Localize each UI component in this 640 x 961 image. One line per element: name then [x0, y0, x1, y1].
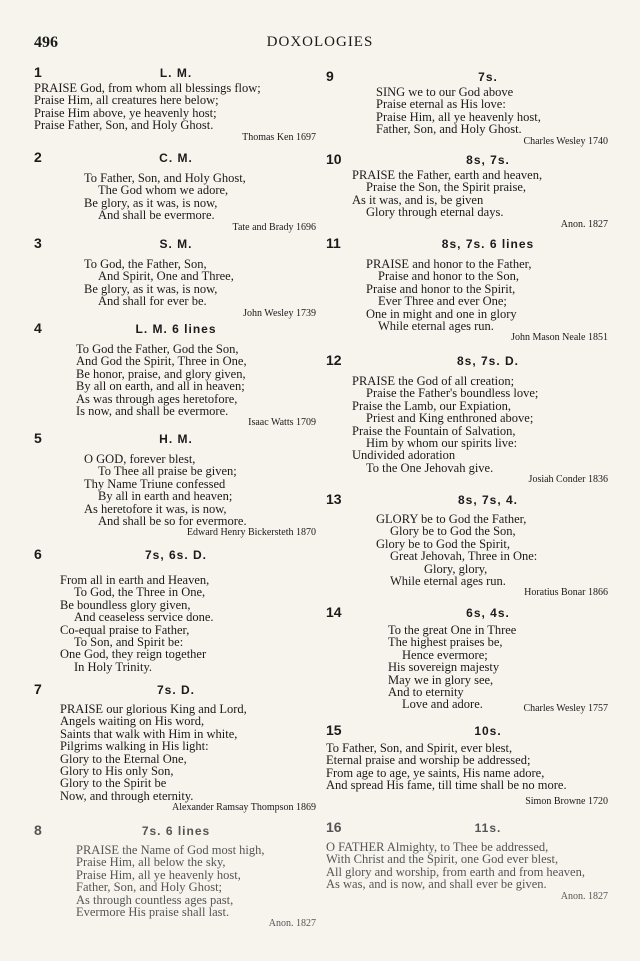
- hymn-number: 7: [34, 681, 42, 697]
- doxology-9: [326, 68, 610, 147]
- verse-line: In Holy Trinity.: [74, 659, 153, 674]
- doxology-6: [34, 546, 318, 673]
- verse-line: Glory be to God the Son,: [390, 524, 516, 539]
- author-credit: Tate and Brady 1696: [232, 221, 316, 233]
- doxology-8: [34, 822, 318, 929]
- verse-line: As was through ages heretofore,: [76, 391, 238, 406]
- meter-label: 8s, 7s.: [466, 153, 510, 167]
- verse-line: Be boundless glory given,: [60, 597, 191, 612]
- verse-line: From all in earth and Heaven,: [60, 573, 210, 587]
- running-header: DOXOLOGIES: [266, 34, 374, 50]
- author-credit: Simon Browne 1720: [525, 795, 608, 807]
- verse-line: Hence evermore;: [402, 647, 488, 662]
- meter-label: 7s, 6s. D.: [144, 548, 208, 562]
- verse-line: Angels waiting on His word,: [60, 714, 205, 729]
- verse-line: With Christ and the Spirit, one God ever blest,: [326, 852, 559, 867]
- hymn-number: 11: [326, 235, 341, 251]
- doxology-10: [326, 151, 610, 230]
- verse-line: O FATHER Almighty, to Thee be addressed,: [326, 840, 549, 854]
- author-credit: Anon. 1827: [560, 218, 608, 230]
- verse-line: Father, Son, and Holy Ghost.: [376, 122, 522, 137]
- verse-line: Be glory, as it was, is now,: [84, 281, 218, 296]
- meter-label: C. M.: [159, 151, 193, 165]
- verse-line: To Father, Son, and Spirit, ever blest,: [326, 741, 513, 755]
- hymn-number: 8: [34, 822, 42, 838]
- verse-line: Love and adore.: [402, 697, 483, 712]
- verse-line: Praise the Lamb, our Expiation,: [352, 398, 511, 413]
- hymn-number: 3: [34, 235, 42, 251]
- meter-label: 8s, 7s. 6 lines: [441, 237, 535, 251]
- verse-line: PRAISE the Father, earth and heaven,: [352, 168, 543, 182]
- meter-label: H. M.: [159, 432, 193, 446]
- meter-label: 8s, 7s. D.: [456, 354, 520, 368]
- verse-line: Glory to His only Son,: [60, 764, 174, 779]
- verse-line: And ceaseless service done.: [74, 610, 214, 625]
- verse-line: All glory and worship, from earth and from heaven,: [326, 864, 585, 879]
- hymn-number: 10: [326, 151, 342, 167]
- author-credit: John Wesley 1739: [243, 307, 316, 319]
- author-credit: Josiah Conder 1836: [528, 474, 608, 486]
- author-credit: Isaac Watts 1709: [248, 417, 316, 429]
- verse-line: SING we to our God above: [376, 85, 514, 99]
- hymn-number: 15: [326, 722, 342, 738]
- verse-line: May we in glory see,: [388, 672, 494, 687]
- verse-line: As heretofore it was, is now,: [84, 501, 227, 516]
- verse-line: PRAISE the Name of God most high,: [76, 843, 265, 857]
- verse-line: Saints that walk with Him in white,: [60, 726, 238, 741]
- verse-line: Praise Him, all ye heavenly host,: [76, 867, 241, 882]
- verse-line: From age to age, ye saints, His name adore,: [326, 765, 545, 780]
- hymn-number: 16: [326, 819, 342, 835]
- verse-line: And spread His fame, till time shall be no more.: [326, 778, 567, 793]
- verse-line: Ever Three and ever One;: [378, 294, 507, 309]
- verse-line: To Thee all praise be given;: [98, 464, 237, 479]
- author-credit: John Mason Neale 1851: [511, 332, 608, 344]
- verse-line: Praise eternal as His love:: [376, 97, 506, 112]
- meter-label: 7s.: [478, 70, 498, 84]
- hymn-number: 14: [326, 604, 342, 620]
- author-credit: Charles Wesley 1757: [523, 702, 608, 714]
- verse-line: Him by whom our spirits live:: [366, 436, 518, 451]
- verse-line: O GOD, forever blest,: [84, 452, 196, 466]
- verse-line: Father, Son, and Holy Ghost;: [76, 880, 223, 895]
- author-credit: Horatius Bonar 1866: [524, 587, 608, 599]
- verse-line: As it was, and is, be given: [352, 192, 484, 207]
- doxology-1: [34, 64, 318, 143]
- verse-line: Praise the Father's boundless love;: [366, 386, 539, 401]
- meter-label: L. M. 6 lines: [135, 322, 217, 336]
- verse-line: And shall for ever be.: [98, 294, 207, 309]
- verse-line: Praise and honor to the Spirit,: [366, 281, 516, 296]
- verse-line: While eternal ages run.: [378, 319, 494, 334]
- verse-line: Be honor, praise, and glory given,: [76, 366, 246, 381]
- verse-line: Great Jehovah, Three in One:: [390, 549, 538, 564]
- hymn-number: 13: [326, 491, 342, 507]
- verse-line: By all in earth and heaven;: [98, 489, 233, 504]
- doxology-7: [34, 681, 318, 813]
- meter-label: L. M.: [159, 66, 193, 80]
- author-credit: Anon. 1827: [560, 890, 608, 902]
- hymn-number: 5: [34, 430, 42, 446]
- doxology-15: [326, 722, 610, 807]
- verse-line: One in might and one in glory: [366, 306, 517, 321]
- verse-line: And shall be evermore.: [98, 208, 215, 223]
- hymn-number: 9: [326, 68, 334, 84]
- verse-line: Praise Him, all below the sky,: [76, 855, 226, 870]
- author-credit: Charles Wesley 1740: [523, 135, 608, 147]
- doxology-16: [326, 819, 610, 902]
- verse-line: Praise the Fountain of Salvation,: [352, 423, 516, 438]
- verse-line: To Father, Son, and Holy Ghost,: [84, 171, 246, 185]
- meter-label: 7s. 6 lines: [141, 824, 211, 838]
- doxology-3: [34, 235, 318, 319]
- verse-line: To God, the Father, Son,: [84, 257, 207, 271]
- verse-line: Priest and King enthroned above;: [366, 411, 534, 426]
- verse-line: Glory, glory,: [424, 561, 488, 576]
- verse-line: Glory to the Spirit be: [60, 776, 167, 791]
- author-credit: Anon. 1827: [268, 918, 316, 930]
- hymn-number: 1: [34, 64, 42, 80]
- verse-line: Eternal praise and worship be addressed;: [326, 753, 531, 768]
- doxology-13: [326, 491, 610, 598]
- meter-label: S. M.: [159, 237, 193, 251]
- verse-line: PRAISE the God of all creation;: [352, 374, 515, 388]
- verse-line: As was, and is now, and shall ever be given.: [326, 877, 547, 892]
- verse-line: Pilgrims walking in His light:: [60, 739, 209, 754]
- author-credit: Alexander Ramsay Thompson 1869: [172, 802, 316, 814]
- verse-line: His sovereign majesty: [388, 660, 500, 675]
- verse-line: Undivided adoration: [352, 448, 456, 463]
- verse-line: Glory through eternal days.: [366, 205, 504, 220]
- verse-line: And God the Spirit, Three in One,: [76, 354, 247, 369]
- verse-line: Glory be to God the Spirit,: [376, 536, 511, 551]
- doxology-14: [326, 604, 610, 714]
- verse-line: To Son, and Spirit be:: [74, 635, 184, 650]
- verse-line: Praise Him, all ye heavenly host,: [376, 109, 541, 124]
- meter-label: 7s. D.: [156, 683, 195, 697]
- verse-line: By all on earth, and all in heaven;: [76, 379, 245, 394]
- verse-line: Co-equal praise to Father,: [60, 622, 190, 637]
- verse-line: Thy Name Triune confessed: [84, 476, 226, 491]
- verse-line: Be glory, as it was, is now,: [84, 195, 218, 210]
- verse-line: Praise and honor to the Son,: [378, 269, 519, 284]
- verse-line: To the One Jehovah give.: [366, 460, 494, 475]
- author-credit: Edward Henry Bickersteth 1870: [186, 527, 316, 539]
- doxology-4: [34, 320, 318, 428]
- verse-line: GLORY be to God the Father,: [376, 512, 527, 526]
- meter-label: 8s, 7s, 4.: [457, 493, 519, 507]
- hymn-number: 6: [34, 546, 42, 562]
- verse-line: While eternal ages run.: [390, 574, 506, 589]
- verse-line: Evermore His praise shall last.: [76, 905, 230, 920]
- verse-line: Praise Him above, ye heavenly host;: [34, 105, 217, 120]
- verse-line: And to eternity: [388, 685, 464, 700]
- verse-line: To the great One in Three: [388, 623, 517, 637]
- verse-line: One God, they reign together: [60, 647, 207, 662]
- verse-line: PRAISE God, from whom all blessings flow;: [34, 81, 261, 95]
- verse-line: And shall be so for evermore.: [98, 514, 247, 529]
- hymn-number: 2: [34, 149, 42, 165]
- doxology-12: [326, 352, 610, 485]
- doxology-2: [34, 149, 318, 233]
- meter-label: 11s.: [474, 821, 502, 835]
- verse-line: As through countless ages past,: [76, 892, 234, 907]
- page-number: 496: [34, 34, 58, 51]
- verse-line: Is now, and shall be evermore.: [76, 404, 229, 419]
- verse-line: To God, the Three in One,: [74, 585, 206, 600]
- meter-label: 10s.: [474, 724, 502, 738]
- verse-line: Praise the Son, the Spirit praise,: [366, 180, 527, 195]
- verse-line: Glory to the Eternal One,: [60, 751, 187, 766]
- verse-line: PRAISE our glorious King and Lord,: [60, 702, 247, 716]
- doxology-11: [326, 235, 610, 343]
- hymn-number: 12: [326, 352, 342, 368]
- meter-label: 6s, 4s.: [466, 606, 510, 620]
- verse-line: The God whom we adore,: [98, 183, 229, 198]
- verse-line: To God the Father, God the Son,: [76, 342, 239, 356]
- doxology-5: [34, 430, 318, 538]
- hymn-number: 4: [34, 320, 42, 336]
- verse-line: And Spirit, One and Three,: [98, 269, 234, 284]
- verse-line: The highest praises be,: [388, 635, 503, 650]
- verse-line: PRAISE and honor to the Father,: [366, 257, 532, 271]
- verse-line: Praise Him, all creatures here below;: [34, 93, 219, 108]
- verse-line: Now, and through eternity.: [60, 788, 194, 803]
- author-credit: Thomas Ken 1697: [242, 131, 316, 143]
- verse-line: Praise Father, Son, and Holy Ghost.: [34, 118, 214, 133]
